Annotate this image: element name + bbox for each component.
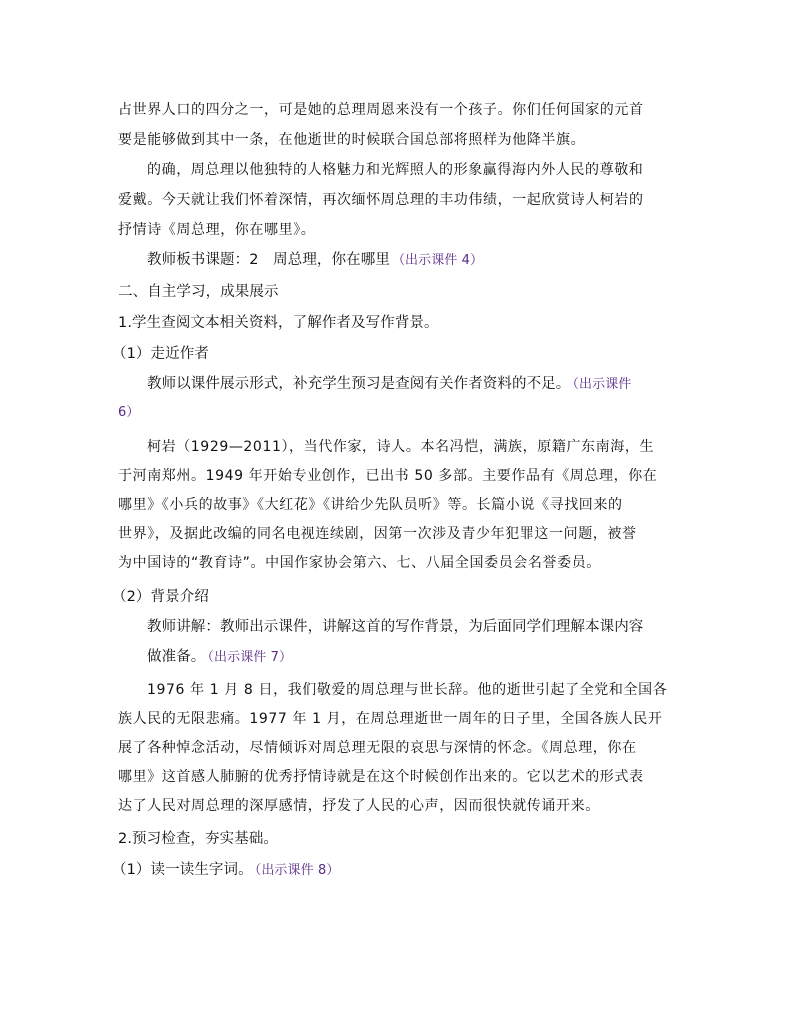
section-heading: 二、自主学习，成果展示 <box>118 284 279 300</box>
courseware-tag: （出示课件 <box>572 377 632 392</box>
courseware-tag: （出示课件 7） <box>207 650 293 665</box>
step-heading: 1.学生查阅文本相关资料，了解作者及写作背景。 <box>118 315 439 331</box>
background-line: 1976 年 1 月 8 日，我们敬爱的周总理与世长辞。他的逝世引起了全党和全国各 <box>147 682 668 698</box>
paragraph-line: 抒情诗《周总理，你在哪里》。 <box>118 222 316 238</box>
paragraph-line: 的确，周总理以他独特的人格魅力和光辉照人的形象赢得海内外人民的尊敬和 <box>147 162 644 178</box>
author-line: 柯岩（1929—2011），当代作家，诗人。本名冯恺，满族，原籍广东南海，生 <box>147 439 655 455</box>
background-line: 展了各种悼念活动，尽情倾诉对周总理无限的哀思与深情的怀念。《周总理，你在 <box>118 740 637 756</box>
paragraph-line: 爱戴。今天就让我们怀着深情，再次缅怀周总理的丰功伟绩，一起欣赏诗人柯岩的 <box>118 192 644 208</box>
instruction-text: 做准备。 <box>147 649 206 665</box>
instruction-line: 教师讲解：教师出示课件，讲解这首的写作背景，为后面同学们理解本课内容 <box>147 619 644 635</box>
lesson-title-line <box>147 250 483 271</box>
instruction-line <box>147 647 292 668</box>
lesson-title-text: 教师板书课题：2 周总理，你在哪里 <box>147 252 390 268</box>
courseware-tag: （出示课件 8） <box>254 863 340 878</box>
instruction-text: 教师以课件展示形式，补充学生预习是查阅有关作者资料的不足。 <box>147 376 571 392</box>
background-line: 哪里》这首感人肺腑的优秀抒情诗就是在这个时候创作出来的。它以艺术的形式表 <box>118 769 644 785</box>
sub-heading: （2）背景介绍 <box>112 589 209 605</box>
author-line: 于河南郑州。1949 年开始专业创作，已出书 50 多部。主要作品有《周总理，你在 <box>118 468 658 484</box>
instruction-line <box>147 374 631 395</box>
author-line: 为中国诗的“教育诗”。中国作家协会第六、七、八届全国委员会名誉委员。 <box>118 555 601 571</box>
background-line: 族人民的无限悲痛。1977 年 1 月，在周总理逝世一周年的日子里，全国各族人民开 <box>118 711 663 727</box>
paragraph-line: 占世界人口的四分之一，可是她的总理周恩来没有一个孩子。你们任何国家的元首 <box>118 102 644 118</box>
author-line: 哪里》《小兵的故事》《大红花》《讲给少先队员听》等。长篇小说《寻找回来的 <box>118 497 623 513</box>
courseware-tag: 6） <box>118 405 140 420</box>
sub-heading-text: （1）读一读生字词。 <box>112 862 253 878</box>
paragraph-line: 要是能够做到其中一条，在他逝世的时候联合国总部将照样为他降半旗。 <box>118 132 586 148</box>
background-line: 达了人民对周总理的深厚感情，抒发了人民的心声，因而很快就传诵开来。 <box>118 798 600 814</box>
sub-heading: （1）走近作者 <box>112 346 209 362</box>
sub-heading-line <box>112 860 339 881</box>
author-line: 世界》，及据此改编的同名电视连续剧，因第一次涉及青少年犯罪这一问题，被誉 <box>118 526 637 542</box>
step-heading: 2.预习检查，夯实基础。 <box>118 831 279 847</box>
instruction-line <box>118 402 139 423</box>
courseware-tag: （出示课件 4） <box>391 253 484 268</box>
